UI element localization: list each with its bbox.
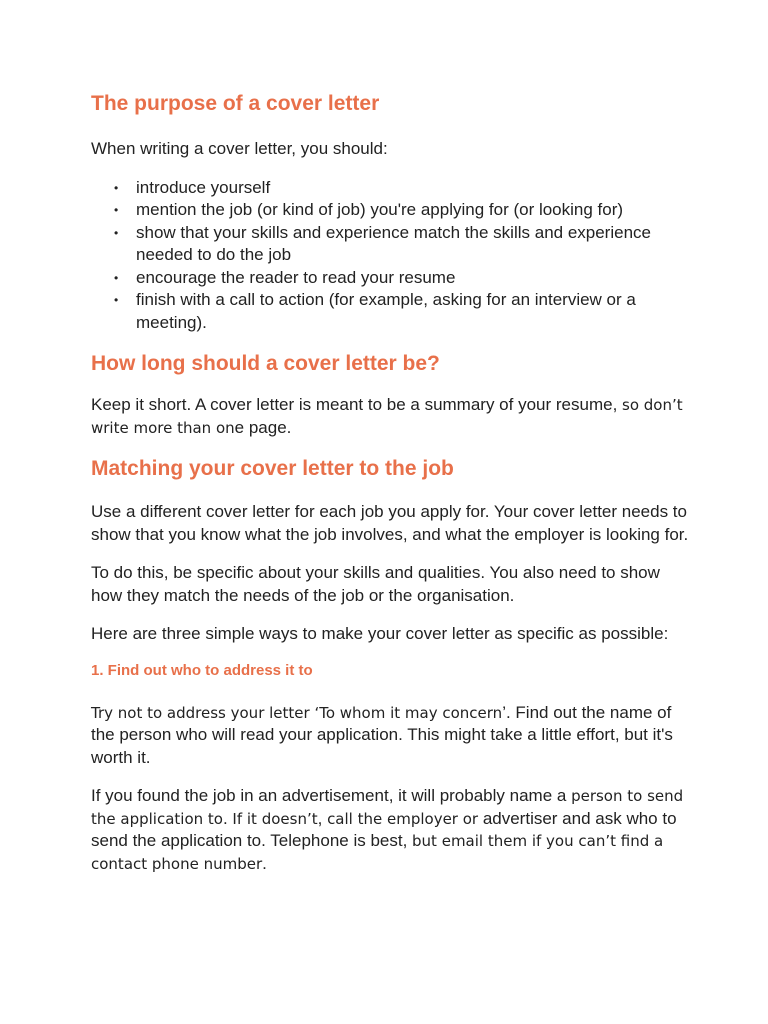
matching-paragraph-1: Use a different cover letter for each job you apply for. Your cover letter needs to show that you know what the job involves, and what the employer is looking for. — [91, 502, 689, 544]
heading-length: How long should a cover letter be? — [91, 352, 440, 375]
document-page — [91, 90, 691, 875]
subheading-address: 1. Find out who to address it to — [91, 661, 313, 679]
list-item: • show that your skills and experience match the skills and experience needed to do the job — [114, 222, 651, 264]
matching-paragraph-3: Here are three simple ways to make your cover letter as specific as possible: — [91, 624, 669, 643]
address-paragraph-1: Try not to address your letter ‘To whom it may concern’. Find out the name of the person who will read your application. This might take a little effort, but it's worth it. — [91, 702, 673, 767]
purpose-intro: When writing a cover letter, you should: — [91, 139, 388, 158]
list-item: • encourage the reader to read your resume — [91, 267, 691, 290]
bullet-icon: • — [114, 293, 119, 307]
list-item: • finish with a call to action (for example, asking for an interview or a meeting). — [114, 290, 636, 332]
matching-paragraph-2: To do this, be specific about your skills and qualities. You also need to show how they match the needs of the job or the organisation. — [91, 563, 660, 605]
heading-purpose: The purpose of a cover letter — [91, 92, 380, 115]
bullet-icon: • — [114, 225, 119, 240]
list-item: • introduce yourself — [91, 177, 691, 200]
bullet-icon: • — [114, 180, 119, 195]
length-paragraph: Keep it short. A cover letter is meant to be a summary of your resume, so don’t write more than one page. — [91, 395, 683, 437]
bullet-icon: • — [114, 270, 119, 285]
purpose-list — [91, 177, 691, 335]
heading-matching: Matching your cover letter to the job — [91, 457, 454, 480]
address-paragraph-2: If you found the job in an advertisement, it will probably name a person to send the application to. If it doesn’t, call the employer or advertiser and ask who to send the application to. Telephone is best, but email them if you can’t find a contact phone number. — [91, 786, 684, 873]
list-item: • mention the job (or kind of job) you're applying for (or looking for) — [91, 199, 691, 222]
bullet-icon: • — [114, 203, 119, 217]
